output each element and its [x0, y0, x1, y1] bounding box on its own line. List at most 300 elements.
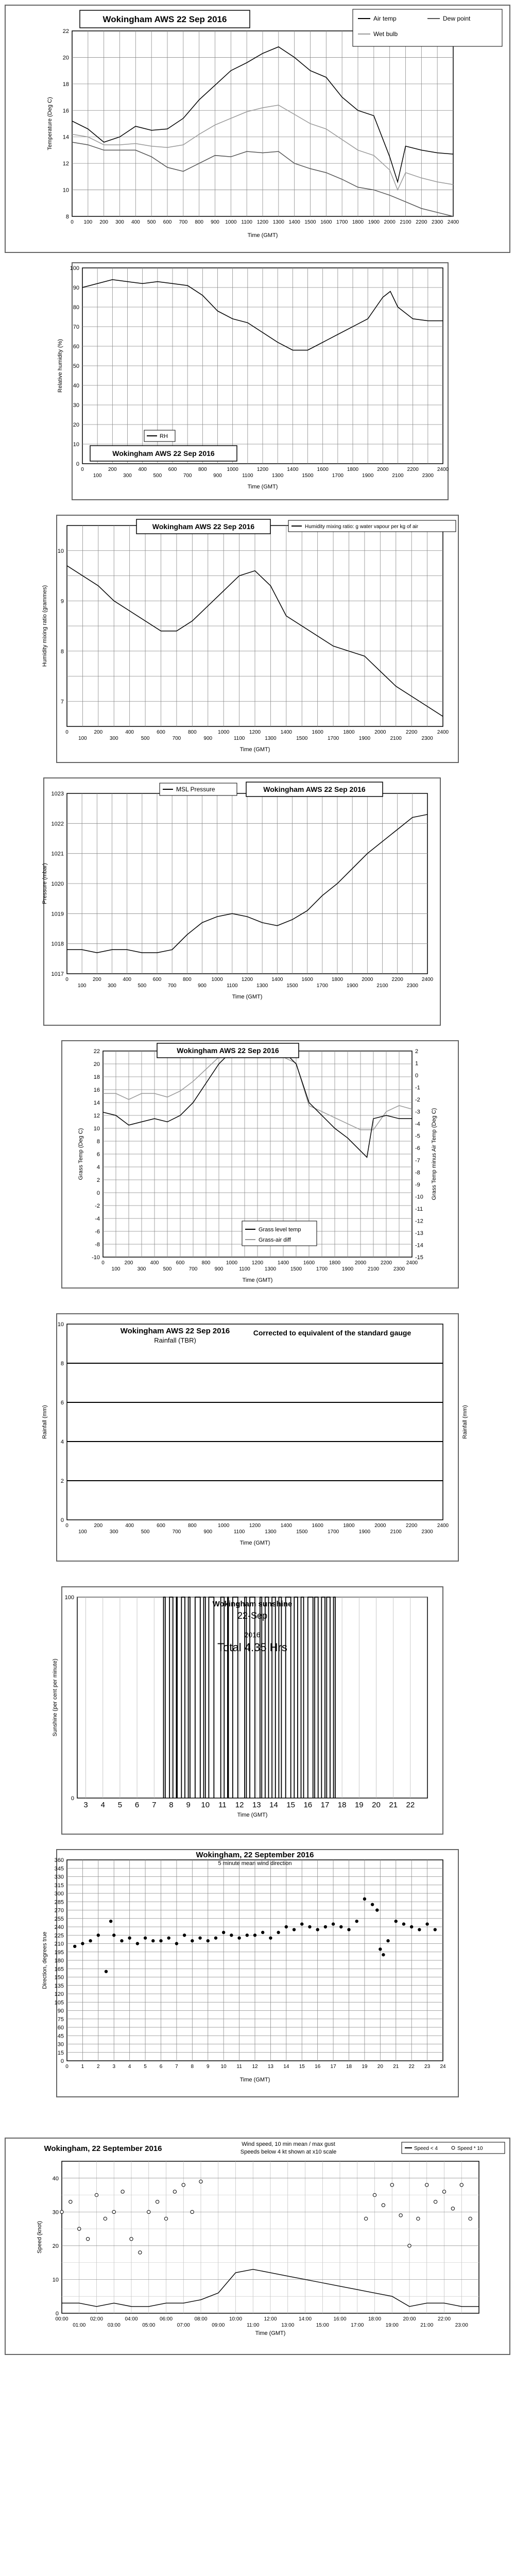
x-tick-label: 0	[81, 467, 84, 472]
data-point	[222, 1931, 225, 1934]
x-tick-label: 8	[191, 2064, 194, 2070]
plot-area	[77, 1597, 427, 1798]
x-tick-label: 500	[141, 1529, 150, 1535]
x-tick-label: 1000	[227, 467, 238, 472]
chart-title: Wokingham AWS 22 Sep 2016	[152, 522, 255, 531]
y-tick-label: 0	[60, 2058, 64, 2064]
x-tick-label: 7	[152, 1801, 157, 1809]
data-point	[144, 1936, 147, 1939]
x-tick-label: 1900	[358, 1529, 371, 1535]
x-tick-label: 2100	[390, 1529, 402, 1535]
x-tick-label: 1300	[265, 1529, 277, 1535]
x-tick-label: 200	[99, 219, 109, 225]
y-tick-label: 30	[52, 2209, 59, 2216]
legend-label: Dew point	[443, 15, 471, 22]
x-tick-label: 12:00	[264, 2316, 277, 2322]
x-tick-label: 2300	[432, 219, 443, 225]
x-tick-label: 19	[362, 2064, 368, 2070]
y-axis-label: Speed (knot)	[37, 2221, 43, 2253]
y-tick-label: 240	[54, 1924, 64, 1930]
x-tick-label: 700	[172, 736, 181, 741]
x-tick-label: 1600	[312, 730, 323, 735]
x-tick-label: 12	[252, 2064, 258, 2070]
x-tick-label: 1500	[286, 983, 298, 989]
x-tick-label: 300	[109, 736, 118, 741]
data-point	[120, 1939, 123, 1942]
y-tick-label: 10	[52, 2277, 59, 2283]
x-tick-label: 100	[78, 1529, 87, 1535]
y-tick-label: 16	[62, 108, 69, 114]
x-tick-label: 6	[134, 1801, 140, 1809]
x-tick-label: 2200	[391, 977, 403, 982]
data-point	[191, 2210, 194, 2213]
x-tick-label: 100	[77, 983, 87, 989]
data-point	[332, 1922, 335, 1925]
x-tick-label: 1900	[358, 736, 371, 741]
y-tick-label: 270	[54, 1907, 64, 1914]
x-tick-label: 9	[206, 2064, 210, 2070]
x-tick-label: 16	[315, 2064, 321, 2070]
chart-subtitle: Wind speed, 10 min mean / max gust	[242, 2141, 335, 2147]
y2-tick-label: 1	[415, 1060, 419, 1067]
data-point	[339, 1925, 342, 1928]
x-tick-label: 1100	[233, 1529, 245, 1535]
data-point	[164, 2217, 167, 2220]
x-axis-label: Time (GMT)	[239, 1540, 270, 1546]
data-point	[442, 2190, 445, 2193]
data-point	[246, 1934, 249, 1937]
legend-label: Wet bulb	[373, 30, 398, 38]
x-tick-label: 21	[393, 2064, 399, 2070]
y-tick-label: 18	[62, 81, 69, 88]
data-point	[167, 1936, 170, 1939]
legend-label: Humidity mixing ratio: g water vapour per kg of air	[305, 524, 419, 530]
data-point	[175, 1942, 178, 1945]
data-point	[130, 2238, 133, 2241]
x-tick-label: 2200	[380, 1260, 392, 1266]
x-tick-label: 18	[346, 2064, 352, 2070]
x-tick-label: 2400	[447, 219, 459, 225]
data-point	[390, 2183, 393, 2187]
y-tick-label: 2	[60, 1478, 64, 1484]
data-point	[399, 2214, 402, 2217]
y-tick-label: 60	[73, 344, 79, 350]
plot-area	[67, 1324, 443, 1520]
data-point	[355, 1920, 358, 1923]
x-tick-label: 11:00	[247, 2323, 260, 2328]
data-point	[371, 1903, 374, 1906]
x-tick-label: 1300	[264, 1266, 277, 1272]
y-tick-label: 135	[54, 1982, 64, 1989]
y-tick-label: 105	[54, 1999, 64, 2006]
x-tick-label: 1600	[301, 977, 313, 982]
x-tick-label: 0	[65, 2064, 68, 2070]
y-tick-label: 315	[54, 1882, 64, 1889]
sunshine-burst	[228, 1597, 229, 1798]
x-tick-label: 1500	[296, 736, 308, 741]
x-tick-label: 2000	[384, 219, 396, 225]
x-tick-label: 1300	[272, 473, 284, 479]
y-tick-label: 2	[96, 1177, 100, 1183]
x-tick-label: 2300	[421, 736, 433, 741]
x-tick-label: 2100	[400, 219, 411, 225]
x-tick-label: 10:00	[229, 2316, 243, 2322]
y-tick-label: 90	[57, 2008, 64, 2014]
x-tick-label: 1100	[239, 1266, 250, 1272]
y2-tick-label: -11	[415, 1206, 423, 1212]
x-tick-label: 10	[201, 1801, 210, 1809]
y-tick-label: -8	[95, 1242, 100, 1248]
chart-subtitle: Rainfall (TBR)	[154, 1336, 196, 1344]
x-tick-label: 20	[372, 1801, 381, 1809]
data-point	[104, 2217, 107, 2220]
x-tick-label: 200	[124, 1260, 133, 1266]
x-tick-label: 1600	[317, 467, 329, 472]
y-tick-label: 6	[96, 1151, 100, 1158]
x-tick-label: 1800	[343, 1523, 355, 1529]
data-point	[73, 1945, 76, 1948]
y-tick-label: 0	[96, 1190, 100, 1196]
x-tick-label: 600	[168, 467, 177, 472]
x-tick-label: 14	[269, 1801, 278, 1809]
x-tick-label: 2000	[362, 977, 373, 982]
x-tick-label: 2100	[376, 983, 388, 989]
x-tick-label: 23:00	[455, 2323, 468, 2328]
x-axis-label: Time (GMT)	[247, 232, 278, 239]
x-tick-label: 700	[188, 1266, 198, 1272]
x-tick-label: 400	[125, 1523, 134, 1529]
x-tick-label: 1800	[343, 730, 355, 735]
x-tick-label: 200	[94, 1523, 103, 1529]
y-tick-label: 60	[57, 2025, 64, 2031]
x-tick-label: 13:00	[281, 2323, 295, 2328]
y2-tick-label: -5	[415, 1133, 420, 1140]
legend-label: Grass-air diff	[259, 1237, 291, 1243]
y-tick-label: 80	[73, 304, 79, 311]
x-tick-label: 400	[150, 1260, 159, 1266]
x-tick-label: 5	[144, 2064, 147, 2070]
x-axis-label: Time (GMT)	[232, 994, 263, 1000]
data-point	[460, 2183, 463, 2187]
x-axis-label: Time (GMT)	[237, 1812, 268, 1818]
x-tick-label: 2000	[374, 1523, 386, 1529]
x-tick-label: 4	[128, 2064, 131, 2070]
data-point	[214, 1936, 217, 1939]
y-tick-label: 7	[60, 699, 64, 705]
data-point	[402, 1922, 405, 1925]
y2-axis-label: Rainfall (mm)	[462, 1405, 468, 1439]
y-tick-label: 12	[93, 1113, 100, 1119]
x-tick-label: 1900	[347, 983, 358, 989]
y2-tick-label: -1	[415, 1084, 420, 1091]
y-tick-label: 30	[73, 402, 79, 409]
x-tick-label: 1200	[251, 1260, 264, 1266]
x-tick-label: 1700	[316, 1266, 328, 1272]
data-point	[198, 1936, 201, 1939]
x-tick-label: 1000	[218, 730, 230, 735]
x-tick-label: 14:00	[298, 2316, 312, 2322]
y-tick-label: 255	[54, 1916, 64, 1922]
data-point	[451, 2207, 454, 2210]
y-tick-label: 9	[60, 598, 64, 605]
x-tick-label: 05:00	[142, 2323, 156, 2328]
y-tick-label: 195	[54, 1949, 64, 1956]
x-tick-label: 23	[424, 2064, 431, 2070]
legend-label: RH	[160, 433, 168, 439]
x-tick-label: 17	[330, 2064, 336, 2070]
x-tick-label: 900	[198, 983, 207, 989]
y-tick-label: 1017	[51, 971, 64, 977]
x-tick-label: 3	[112, 2064, 116, 2070]
y-tick-label: 8	[65, 214, 69, 220]
y-tick-label: 100	[70, 265, 79, 272]
x-tick-label: 1100	[227, 983, 238, 989]
y-tick-label: 100	[64, 1595, 74, 1601]
y2-axis-label: Grass Temp minus Air Temp (Deg C)	[431, 1108, 437, 1200]
y2-tick-label: 0	[415, 1073, 419, 1079]
y-tick-label: 40	[52, 2175, 59, 2182]
y-tick-label: 360	[54, 1857, 64, 1863]
x-tick-label: 2100	[392, 473, 404, 479]
data-point	[382, 1953, 385, 1956]
y-tick-label: 12	[62, 161, 69, 167]
data-point	[147, 2210, 150, 2213]
data-point	[347, 1928, 350, 1931]
y2-tick-label: -3	[415, 1109, 420, 1115]
x-tick-label: 16:00	[333, 2316, 347, 2322]
y-tick-label: 150	[54, 1974, 64, 1981]
x-tick-label: 700	[183, 473, 192, 479]
y-tick-label: 0	[76, 461, 79, 467]
x-tick-label: 1300	[272, 219, 284, 225]
x-tick-label: 300	[109, 1529, 118, 1535]
y-tick-label: 165	[54, 1966, 64, 1973]
x-tick-label: 100	[83, 219, 93, 225]
data-point	[89, 1939, 92, 1942]
x-tick-label: 2000	[354, 1260, 367, 1266]
x-tick-label: 1100	[241, 219, 252, 225]
x-tick-label: 15	[286, 1801, 295, 1809]
data-point	[375, 1908, 379, 1911]
x-tick-label: 700	[167, 983, 177, 989]
y-tick-label: 1018	[51, 941, 64, 947]
x-tick-label: 0	[101, 1260, 105, 1266]
y-tick-label: 20	[62, 55, 69, 61]
y2-tick-label: -7	[415, 1157, 420, 1164]
x-tick-label: 10	[220, 2064, 227, 2070]
x-tick-label: 2400	[437, 730, 449, 735]
y-tick-label: 180	[54, 1958, 64, 1964]
y-tick-label: 45	[57, 2033, 64, 2040]
x-tick-label: 900	[211, 219, 219, 225]
sunshine-burst	[176, 1597, 177, 1798]
x-tick-label: 1400	[280, 730, 292, 735]
y-axis-label: Rainfall (mm)	[42, 1405, 48, 1439]
data-point	[324, 1925, 327, 1928]
data-point	[237, 1936, 241, 1939]
data-point	[417, 2217, 420, 2220]
chart-title: Wokingham AWS 22 Sep 2016	[263, 785, 366, 794]
data-point	[183, 1934, 186, 1937]
x-tick-label: 600	[176, 1260, 185, 1266]
x-tick-label: 1000	[211, 977, 223, 982]
x-tick-label: 1	[81, 2064, 84, 2070]
y-axis-label: Pressure (mbar)	[42, 863, 48, 904]
data-point	[182, 2183, 185, 2187]
data-point	[112, 1934, 115, 1937]
chart-year: 2016	[244, 1631, 261, 1639]
y-tick-label: -2	[95, 1203, 100, 1209]
x-tick-label: 200	[108, 467, 117, 472]
x-tick-label: 2100	[367, 1266, 380, 1272]
y-tick-label: 14	[93, 1100, 100, 1106]
y-tick-label: 0	[60, 1517, 64, 1523]
x-tick-label: 18:00	[368, 2316, 382, 2322]
data-point	[105, 1970, 108, 1973]
x-tick-label: 800	[187, 730, 197, 735]
data-point	[316, 1928, 319, 1931]
chart-subtitle: 22-Sep	[237, 1611, 268, 1621]
x-tick-label: 2000	[377, 467, 389, 472]
x-tick-label: 17	[320, 1801, 330, 1809]
y-tick-label: -4	[95, 1216, 100, 1222]
x-tick-label: 2300	[422, 473, 434, 479]
y-tick-label: 16	[93, 1087, 100, 1093]
y2-tick-label: -14	[415, 1242, 423, 1249]
data-point	[109, 1920, 112, 1923]
x-tick-label: 500	[138, 983, 147, 989]
data-point	[394, 1920, 398, 1923]
x-tick-label: 5	[117, 1801, 123, 1809]
x-tick-label: 1300	[256, 983, 268, 989]
y-tick-label: 50	[73, 363, 79, 369]
data-point	[418, 1928, 421, 1931]
x-tick-label: 16	[303, 1801, 313, 1809]
x-tick-label: 21:00	[420, 2323, 434, 2328]
legend-swatch	[452, 2146, 455, 2149]
x-tick-label: 1700	[336, 219, 348, 225]
x-tick-label: 1200	[241, 977, 253, 982]
x-tick-label: 100	[93, 473, 102, 479]
x-tick-label: 1900	[368, 219, 380, 225]
y-tick-label: 4	[96, 1164, 100, 1171]
x-tick-label: 1900	[362, 473, 374, 479]
x-tick-label: 1500	[290, 1266, 302, 1272]
y-tick-label: 10	[62, 187, 69, 194]
x-tick-label: 22	[406, 1801, 415, 1809]
chart-title: Wokingham AWS 22 Sep 2016	[112, 449, 215, 458]
y-tick-label: 0	[71, 1795, 74, 1802]
data-point	[300, 1922, 303, 1925]
x-tick-label: 03:00	[107, 2323, 121, 2328]
y-tick-label: 20	[73, 422, 79, 428]
x-tick-label: 2400	[437, 467, 449, 472]
x-tick-label: 600	[157, 1523, 165, 1529]
x-tick-label: 1100	[233, 736, 245, 741]
y-axis-label: Direction, degrees true	[42, 1931, 48, 1989]
data-point	[97, 1934, 100, 1937]
x-tick-label: 400	[138, 467, 147, 472]
x-tick-label: 0	[65, 977, 68, 982]
x-tick-label: 1400	[280, 1523, 292, 1529]
y2-tick-label: -9	[415, 1181, 420, 1188]
x-tick-label: 8	[169, 1801, 174, 1809]
data-point	[277, 1931, 280, 1934]
y-tick-label: 285	[54, 1899, 64, 1906]
x-axis-label: Time (GMT)	[239, 2077, 270, 2083]
x-tick-label: 02:00	[90, 2316, 104, 2322]
y-tick-label: 6	[60, 1400, 64, 1406]
y-tick-label: 8	[60, 648, 64, 655]
x-tick-label: 2200	[406, 730, 418, 735]
y2-tick-label: -4	[415, 1121, 420, 1128]
chart-subtitle: 5 minute mean wind direction	[218, 1860, 292, 1867]
y-tick-label: 1020	[51, 881, 64, 887]
data-point	[408, 2244, 411, 2247]
x-tick-label: 1400	[287, 467, 299, 472]
data-point	[469, 2217, 472, 2220]
data-point	[293, 1928, 296, 1931]
y2-tick-label: -10	[415, 1194, 423, 1200]
x-tick-label: 900	[203, 736, 213, 741]
data-point	[156, 2200, 159, 2203]
y-axis-label: Grass Temp (Deg C)	[78, 1128, 84, 1180]
y-tick-label: 225	[54, 1933, 64, 1939]
x-tick-label: 1900	[341, 1266, 354, 1272]
y-tick-label: 210	[54, 1941, 64, 1947]
x-axis-label: Time (GMT)	[255, 2330, 286, 2336]
x-tick-label: 4	[100, 1801, 105, 1809]
y-tick-label: 20	[93, 1061, 100, 1067]
data-point	[382, 2204, 385, 2207]
y-tick-label: 345	[54, 1866, 64, 1872]
x-tick-label: 1700	[327, 1529, 339, 1535]
x-tick-label: 9	[186, 1801, 191, 1809]
legend-label: MSL Pressure	[176, 786, 215, 793]
data-point	[386, 1939, 389, 1942]
y-tick-label: 40	[73, 383, 79, 389]
x-tick-label: 500	[153, 473, 162, 479]
chart-total: Total 4.35 Hrs	[217, 1641, 287, 1654]
x-tick-label: 300	[137, 1266, 146, 1272]
x-tick-label: 20	[377, 2064, 383, 2070]
x-tick-label: 22	[408, 2064, 415, 2070]
x-axis-label: Time (GMT)	[242, 1277, 273, 1283]
x-tick-label: 1200	[256, 219, 269, 225]
data-point	[69, 2200, 72, 2203]
x-tick-label: 400	[123, 977, 132, 982]
data-point	[285, 1925, 288, 1928]
y2-tick-label: -13	[415, 1230, 423, 1236]
data-point	[199, 2180, 202, 2183]
y2-tick-label: 2	[415, 1048, 419, 1055]
x-tick-label: 1700	[327, 736, 339, 741]
x-tick-label: 1200	[249, 1523, 261, 1529]
data-point	[308, 1925, 311, 1928]
legend-label: Air temp	[373, 15, 397, 22]
y-tick-label: 0	[55, 2311, 59, 2317]
x-tick-label: 1300	[265, 736, 277, 741]
x-tick-label: 900	[213, 473, 222, 479]
x-tick-label: 3	[83, 1801, 88, 1809]
x-tick-label: 14	[283, 2064, 289, 2070]
x-tick-label: 100	[111, 1266, 121, 1272]
x-tick-label: 1800	[329, 1260, 341, 1266]
chart-title: Wokingham, 22 September 2016	[196, 1851, 314, 1859]
x-tick-label: 500	[147, 219, 156, 225]
x-tick-label: 09:00	[212, 2323, 225, 2328]
data-point	[60, 2210, 63, 2213]
